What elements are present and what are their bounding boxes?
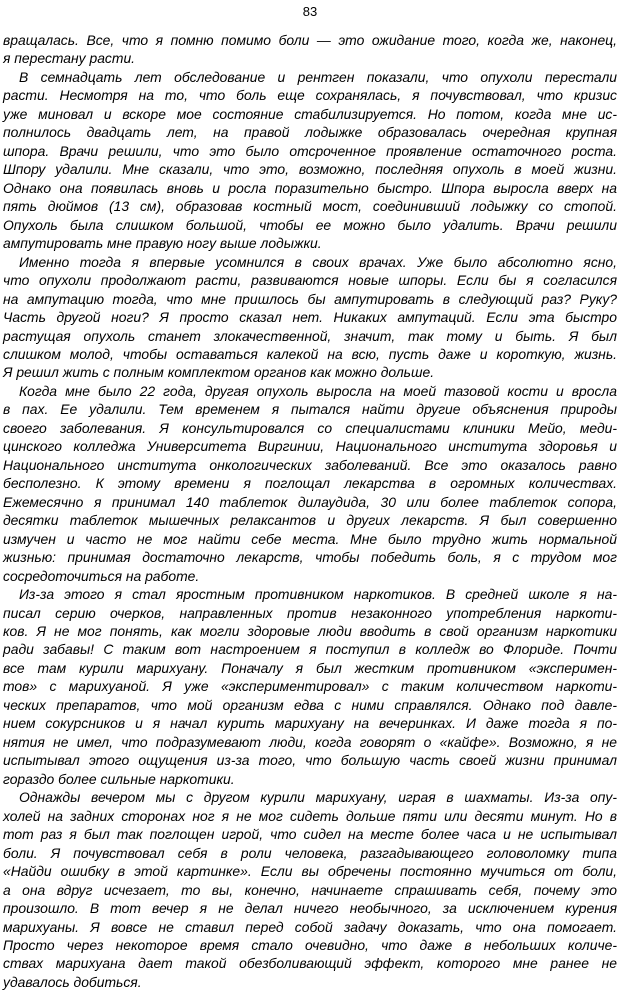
text-line: шпора. Врачи решили, что это было отсроченное проявление остаточного роста.: [3, 142, 617, 159]
text-line: ствах марихуана дает такой обезболивающий эффект, которого мне ранее не: [3, 955, 617, 972]
text-line: Ежемесячно я принимал 140 таблеток дилаудида, 30 или более таблеток сопора,: [3, 493, 617, 510]
text-line: Однако она появилась вновь и росла поразительно быстро. Шпора выросла вверх на: [3, 179, 617, 196]
text-line: В семнадцать лет обследование и рентген показали, что опухоли перестали: [19, 68, 617, 85]
text-line: измучен и часто не мог найти себе места. Мне было трудно жить нормальной: [3, 530, 617, 547]
text-line: писал серию очерков, направленных против незаконного употребления наркоти-: [3, 604, 617, 621]
text-line: Когда мне было 22 года, другая опухоль выросла на моей тазовой кости и вросла: [19, 382, 617, 399]
text-line: испытывал этого ощущения из-за того, что большую часть своей жизни принимал: [3, 752, 617, 769]
text-line: пять дюймов (13 см), образовав костный мост, соединивший лодыжку со стопой.: [3, 198, 617, 215]
text-line: произошло. В тот вечер я не делал ничего необычного, за исключением курения: [3, 900, 617, 917]
text-line: бесполезно. К этому времени я поглощал лекарства в огромных количествах.: [3, 475, 617, 492]
text-line: полнилось двадцать лет, на правой лодыжке образовалась очередная крупная: [3, 124, 617, 141]
text-line: тов» с марихуаной. Я уже «экспериментировал» с таким количеством наркоти-: [3, 678, 617, 695]
page-number: 83: [302, 4, 318, 19]
text-line: боли. Я почувствовал себя в роли человека, разгадывающего головоломку типа: [3, 844, 617, 861]
text-line: Просто через некоторое время стало очевидно, что даже в небольших количе-: [3, 936, 617, 953]
text-line: сосредоточиться на работе.: [3, 567, 200, 584]
text-line: я перестану расти.: [3, 50, 136, 67]
text-line: жизнью: принимая достаточно лекарств, чтобы победить боль, я с трудом мог: [3, 549, 617, 566]
text-line: ков. Я не мог понять, как могли здоровые люди вводить в свой организм наркотики: [3, 623, 617, 639]
text-line: удавалось добиться.: [3, 973, 142, 990]
text-line: Шпору удалили. Мне сказали, что это, возможно, последняя опухоль в моей жизни.: [3, 161, 617, 178]
text-line: растущая опухоль станет злокачественной, значит, так тому и быть. Я был: [3, 327, 617, 344]
text-line: гораздо более сильные наркотики.: [3, 770, 235, 787]
text-line: уже миновал и вскоре мое состояние стабилизируется. Но потом, когда мне ис-: [3, 105, 617, 122]
text-line: на ампутацию тогда, что мне пришлось бы ампутировать в следующий раз? Руку?: [3, 290, 617, 307]
text-line: расти. Несмотря на то, что боль еще сохранялась, я почувствовал, что кризис: [3, 87, 617, 104]
text-line: ческих препаратов, что мой организм едва с ними справлялся. Однако под давле-: [3, 696, 617, 713]
text-line: Опухоль была слишком большой, чтобы ее можно было удалить. Врачи решили: [3, 216, 617, 233]
text-line: ради забавы! С таким вот настроением я поступил в колледж во Флориде. Почти: [3, 641, 617, 658]
text-line: Часть другой ноги? Я просто сказал нет. Никаких ампутаций. Если эта быстро: [3, 309, 617, 326]
text-line: слишком молод, чтобы оставаться калекой на всю, пусть даже и короткую, жизнь.: [3, 345, 617, 362]
text-line: нием сокурсников и я начал курить марихуану на вечеринках. И даже тогда я по-: [3, 715, 617, 732]
text-line: нятия не имел, что подразумевают люди, когда говорят о «кайфе». Возможно, я не: [3, 733, 617, 750]
text-line: все там курили марихуану. Поначалу я был жестким противником «эксперимен-: [3, 659, 617, 676]
text-line: марихуаны. Я вовсе не ставил перед собой задачу доказать, что она помогает.: [3, 918, 617, 935]
text-line: в пах. Ее удалили. Тем временем я пытался найти другие объяснения природы: [3, 401, 617, 418]
text-line: Однажды вечером мы с другом курили марихуану, играя в шахматы. Из-за опу-: [19, 789, 617, 806]
text-line: десятки таблеток мышечных релаксантов и других лекарств. Я был совершенно: [3, 512, 617, 529]
text-line: Именно тогда я впервые усомнился в своих врачах. Уже было абсолютно ясно,: [19, 253, 617, 270]
text-line: вращалась. Все, что я помню помимо боли — это ожидание того, когда же, наконец,: [3, 32, 617, 48]
text-line: Национального института онкологических заболеваний. Все это оказалось равно: [3, 456, 617, 473]
text-line: «Найди ошибку в этой картинке». Если вы обречены постоянно мучиться от боли,: [3, 863, 617, 880]
page-text: [3, 31, 617, 991]
text-line: холей на задних сторонах ног я не мог сидеть дольше пяти или десяти минут. Но в: [3, 807, 617, 824]
text-line: тот раз я был так поглощен игрой, что сидел на месте более часа и не испытывал: [3, 826, 617, 843]
text-line: ампутировать мне правую ногу выше лодыжки.: [3, 235, 322, 252]
text-line: цинского колледжа Университета Виргинии, Национального института здоровья и: [3, 438, 617, 455]
text-line: Из-за этого я стал яростным противником наркотиков. В средней школе я на-: [19, 586, 617, 603]
text-line: своего заболевания. Я консультировался со специалистами клиники Мейо, меди-: [3, 419, 617, 436]
text-line: а она вдруг исчезает, то вы, конечно, начинаете спрашивать себя, почему это: [3, 881, 617, 898]
text-line: что опухоли продолжают расти, развиваются новые шпоры. Если бы я согласился: [3, 272, 617, 289]
text-line: Я решил жить с полным комплектом органов как можно дольше.: [3, 364, 435, 381]
